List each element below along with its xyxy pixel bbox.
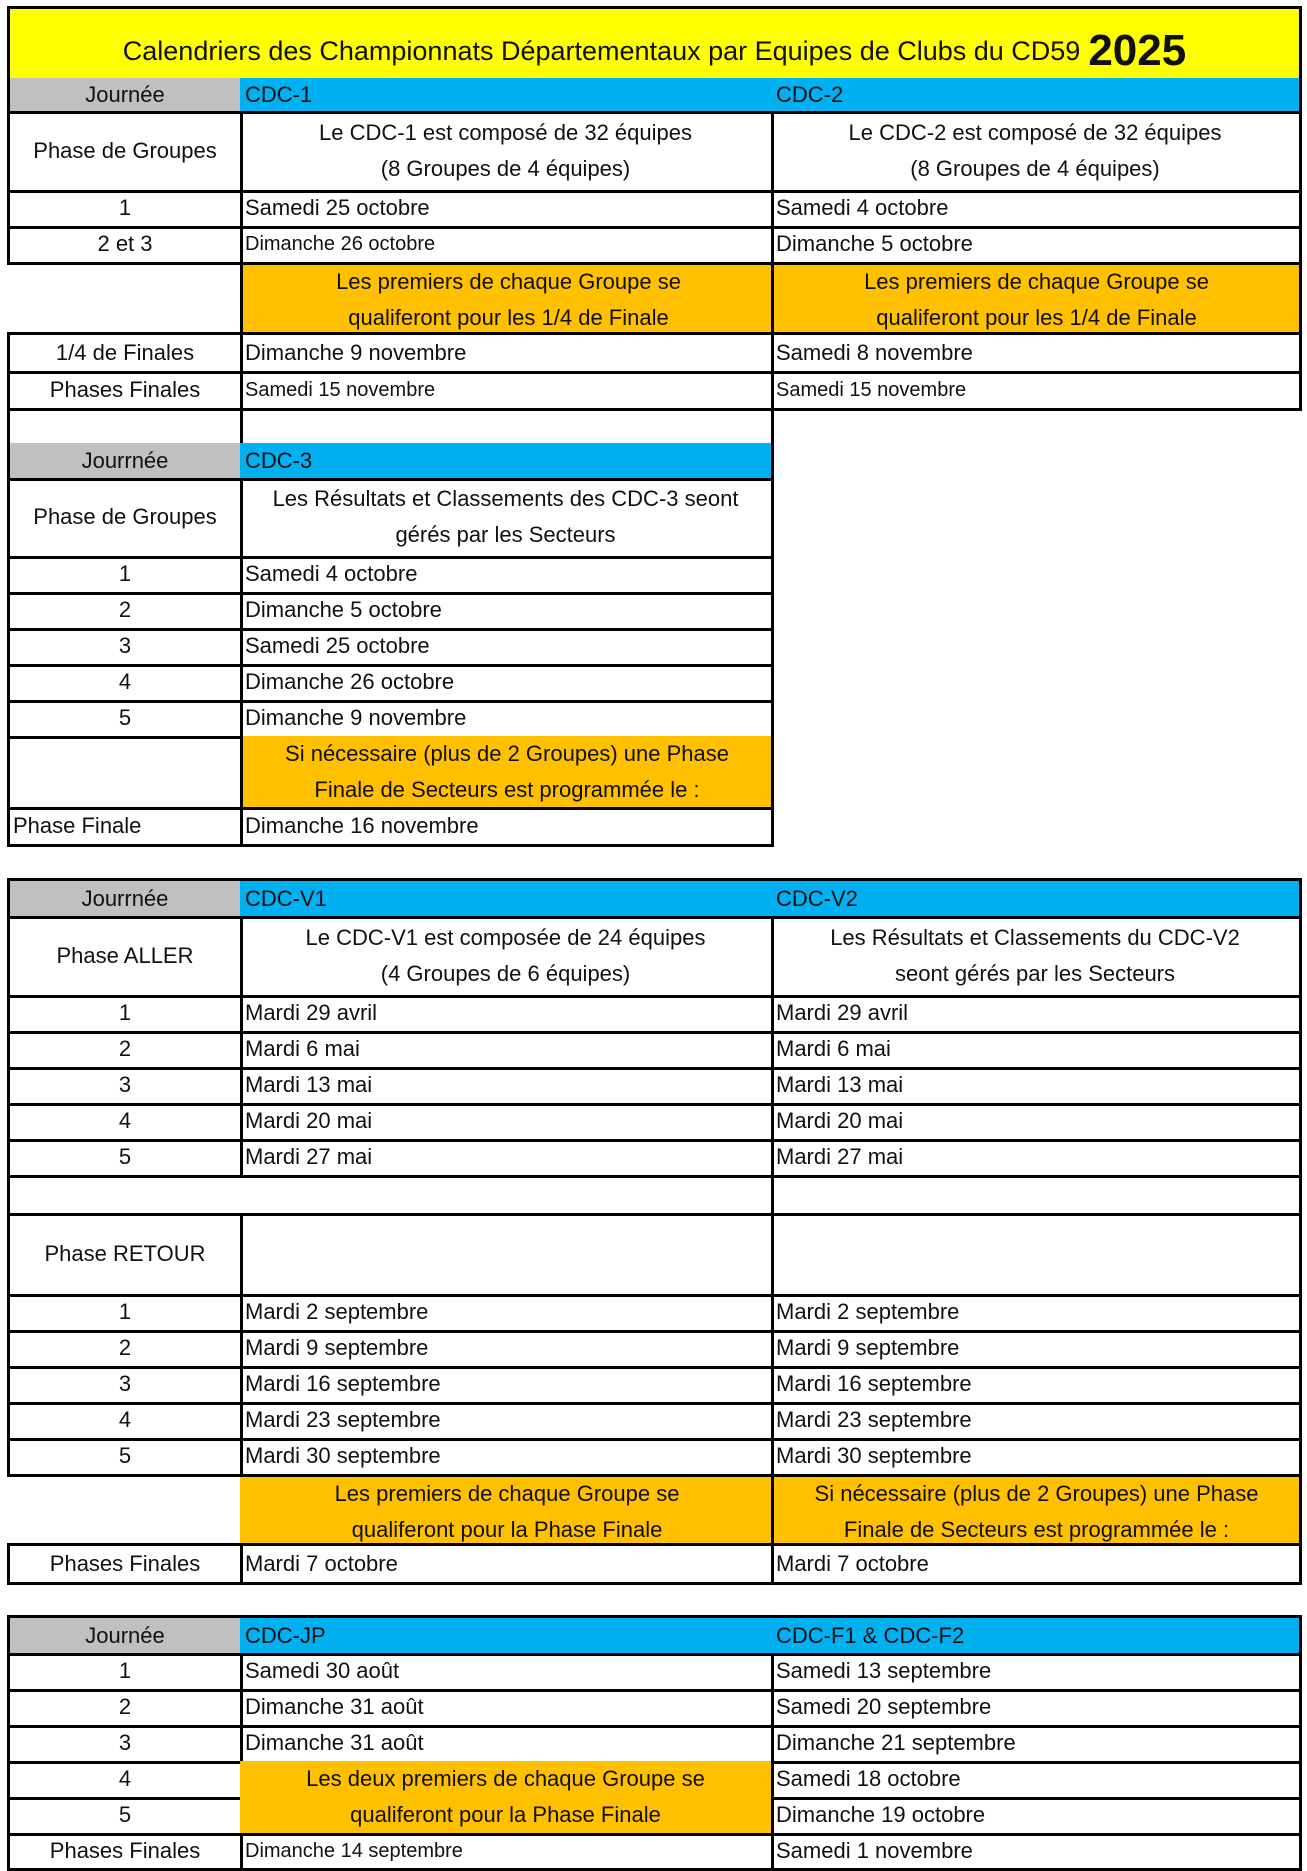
table-cell-v2: Mardi 27 mai <box>771 1139 1302 1178</box>
table-cell-cdc1: Dimanche 26 octobre <box>240 226 774 265</box>
table-cell-v1: Mardi 13 mai <box>240 1067 774 1106</box>
table-cell-cdc3: Dimanche 5 octobre <box>240 592 774 631</box>
blank-cell <box>7 736 243 810</box>
table-cell-v1: Mardi 30 septembre <box>240 1438 774 1477</box>
qualification-note-jp: Les deux premiers de chaque Groupe se qualiferont pour la Phase Finale <box>240 1761 774 1836</box>
phases-finales-v2: Mardi 7 octobre <box>771 1543 1302 1585</box>
table-cell-f: Dimanche 19 octobre <box>771 1797 1302 1836</box>
table-row-journee: 4 <box>7 1402 243 1441</box>
table-cell-f: Dimanche 21 septembre <box>771 1725 1302 1764</box>
table-cell-cdc3: Dimanche 26 octobre <box>240 664 774 703</box>
table-cell-v2: Mardi 30 septembre <box>771 1438 1302 1477</box>
cdcv1-header: CDC-V1 <box>240 878 774 919</box>
blank-row <box>7 1175 774 1216</box>
table-cell-v2: Mardi 29 avril <box>771 995 1302 1034</box>
phases-finales-label: Phases Finales <box>7 1543 243 1585</box>
table-cell-jp: Dimanche 31 août <box>240 1689 774 1728</box>
phases-finales-v1: Mardi 7 octobre <box>240 1543 774 1585</box>
journee-header: Jourrnée <box>7 443 243 481</box>
table-cell-v1: Mardi 9 septembre <box>240 1330 774 1369</box>
table-row-journee: 5 <box>7 700 243 739</box>
table-cell-jp: Dimanche 31 août <box>240 1725 774 1764</box>
cdc2-header: CDC-2 <box>771 78 1302 114</box>
table-cell-v1: Mardi 6 mai <box>240 1031 774 1070</box>
cdc3-description: Les Résultats et Classements des CDC-3 seont gérés par les Secteurs <box>240 478 774 559</box>
table-row-journee: 5 <box>7 1438 243 1477</box>
table-cell-v2: Mardi 13 mai <box>771 1067 1302 1106</box>
qualification-note-cdc2: Les premiers de chaque Groupe se qualiferont pour les 1/4 de Finale <box>771 265 1302 335</box>
cdc1-header: CDC-1 <box>240 78 774 114</box>
table-cell-v1: Mardi 23 septembre <box>240 1402 774 1441</box>
table-cell-jp: Samedi 30 août <box>240 1653 774 1692</box>
phases-finales-label: Phases Finales <box>7 371 243 411</box>
table-cell-v2: Mardi 2 septembre <box>771 1294 1302 1333</box>
phases-finales-cdc2: Samedi 15 novembre <box>771 371 1302 411</box>
table-row-journee: 2 et 3 <box>7 226 243 265</box>
table-cell-cdc3: Samedi 25 octobre <box>240 628 774 667</box>
phases-finales-cdc1: Samedi 15 novembre <box>240 371 774 411</box>
secteurs-note-v2: Si nécessaire (plus de 2 Groupes) une Phase Finale de Secteurs est programmée le : <box>771 1477 1302 1546</box>
cdc1-description: Le CDC-1 est composé de 32 équipes (8 Groupes de 4 équipes) <box>240 111 774 193</box>
table-row-journee: 1 <box>7 556 243 595</box>
quarter-finals-cdc1: Dimanche 9 novembre <box>240 332 774 374</box>
table-row-journee: 3 <box>7 628 243 667</box>
calendar-title <box>7 6 1302 81</box>
phases-finales-label: Phases Finales <box>7 1833 243 1871</box>
table-row-journee: 4 <box>7 1761 243 1800</box>
table-row-journee: 1 <box>7 995 243 1034</box>
cdcv1-description: Le CDC-V1 est composée de 24 équipes (4 Groupes de 6 équipes) <box>240 916 774 998</box>
table-row-journee: 2 <box>7 1330 243 1369</box>
table-row-journee: 5 <box>7 1797 243 1836</box>
table-cell-v2: Mardi 9 septembre <box>771 1330 1302 1369</box>
phase-finale-label: Phase Finale <box>7 807 243 847</box>
table-row-journee: 5 <box>7 1139 243 1178</box>
table-cell-cdc2: Dimanche 5 octobre <box>771 226 1302 265</box>
table-cell-v2: Mardi 20 mai <box>771 1103 1302 1142</box>
table-cell-v1: Mardi 16 septembre <box>240 1366 774 1405</box>
qualification-note-cdc1: Les premiers de chaque Groupe se qualiferont pour les 1/4 de Finale <box>240 265 774 335</box>
title-year: 2025 <box>1088 25 1187 75</box>
blank-row <box>771 1175 1302 1216</box>
title-text: Calendriers des Championnats Départementaux par Equipes de Clubs du CD59 <box>122 35 1081 66</box>
table-row-journee: 3 <box>7 1366 243 1405</box>
table-cell-cdc2: Samedi 4 octobre <box>771 190 1302 229</box>
table-row-journee: 4 <box>7 664 243 703</box>
phases-finales-jp: Dimanche 14 septembre <box>240 1833 774 1871</box>
table-cell-v1: Mardi 20 mai <box>240 1103 774 1142</box>
table-cell-v2: Mardi 16 septembre <box>771 1366 1302 1405</box>
table-row-journee: 1 <box>7 1653 243 1692</box>
table-row-journee: 2 <box>7 1031 243 1070</box>
table-row-journee: 2 <box>7 592 243 631</box>
cdcjp-header: CDC-JP <box>240 1615 774 1656</box>
table-cell-f: Samedi 18 octobre <box>771 1761 1302 1800</box>
journee-header: Jourrnée <box>7 878 243 919</box>
retour-blank-v1 <box>240 1213 774 1297</box>
retour-blank-v2 <box>771 1213 1302 1297</box>
secteurs-note-cdc3: Si nécessaire (plus de 2 Groupes) une Phase Finale de Secteurs est programmée le : <box>240 736 774 810</box>
quarter-finals-label: 1/4 de Finales <box>7 332 243 374</box>
cdcv2-header: CDC-V2 <box>771 878 1302 919</box>
table-cell-cdc1: Samedi 25 octobre <box>240 190 774 229</box>
phases-finales-f: Samedi 1 novembre <box>771 1833 1302 1871</box>
table-cell-cdc3: Dimanche 9 novembre <box>240 700 774 739</box>
table-cell-v2: Mardi 6 mai <box>771 1031 1302 1070</box>
phase-groupes-label: Phase de Groupes <box>7 111 243 193</box>
table-row-journee: 1 <box>7 1294 243 1333</box>
table-cell-v1: Mardi 29 avril <box>240 995 774 1034</box>
table-cell-f: Samedi 13 septembre <box>771 1653 1302 1692</box>
table-cell-v1: Mardi 27 mai <box>240 1139 774 1178</box>
table-row-journee: 3 <box>7 1725 243 1764</box>
blank-row <box>7 408 243 446</box>
table-cell-v1: Mardi 2 septembre <box>240 1294 774 1333</box>
journee-header: Journée <box>7 78 243 114</box>
table-cell-v2: Mardi 23 septembre <box>771 1402 1302 1441</box>
cdcv2-description: Les Résultats et Classements du CDC-V2 seont gérés par les Secteurs <box>771 916 1302 998</box>
phase-finale-cdc3: Dimanche 16 novembre <box>240 807 774 847</box>
table-cell-f: Samedi 20 septembre <box>771 1689 1302 1728</box>
journee-header: Journée <box>7 1615 243 1656</box>
cdc3-header: CDC-3 <box>240 443 774 481</box>
table-row-journee: 3 <box>7 1067 243 1106</box>
cdc2-description: Le CDC-2 est composé de 32 équipes (8 Groupes de 4 équipes) <box>771 111 1302 193</box>
qualification-note-v1: Les premiers de chaque Groupe se qualiferont pour la Phase Finale <box>240 1477 774 1546</box>
table-row-journee: 2 <box>7 1689 243 1728</box>
phase-aller-label: Phase ALLER <box>7 916 243 998</box>
table-cell-cdc3: Samedi 4 octobre <box>240 556 774 595</box>
phase-retour-label: Phase RETOUR <box>7 1213 243 1297</box>
table-row-journee: 4 <box>7 1103 243 1142</box>
phase-groupes-label: Phase de Groupes <box>7 478 243 559</box>
table-row-journee: 1 <box>7 190 243 229</box>
blank-row <box>240 408 774 446</box>
cdcf-header: CDC-F1 & CDC-F2 <box>771 1615 1302 1656</box>
quarter-finals-cdc2: Samedi 8 novembre <box>771 332 1302 374</box>
